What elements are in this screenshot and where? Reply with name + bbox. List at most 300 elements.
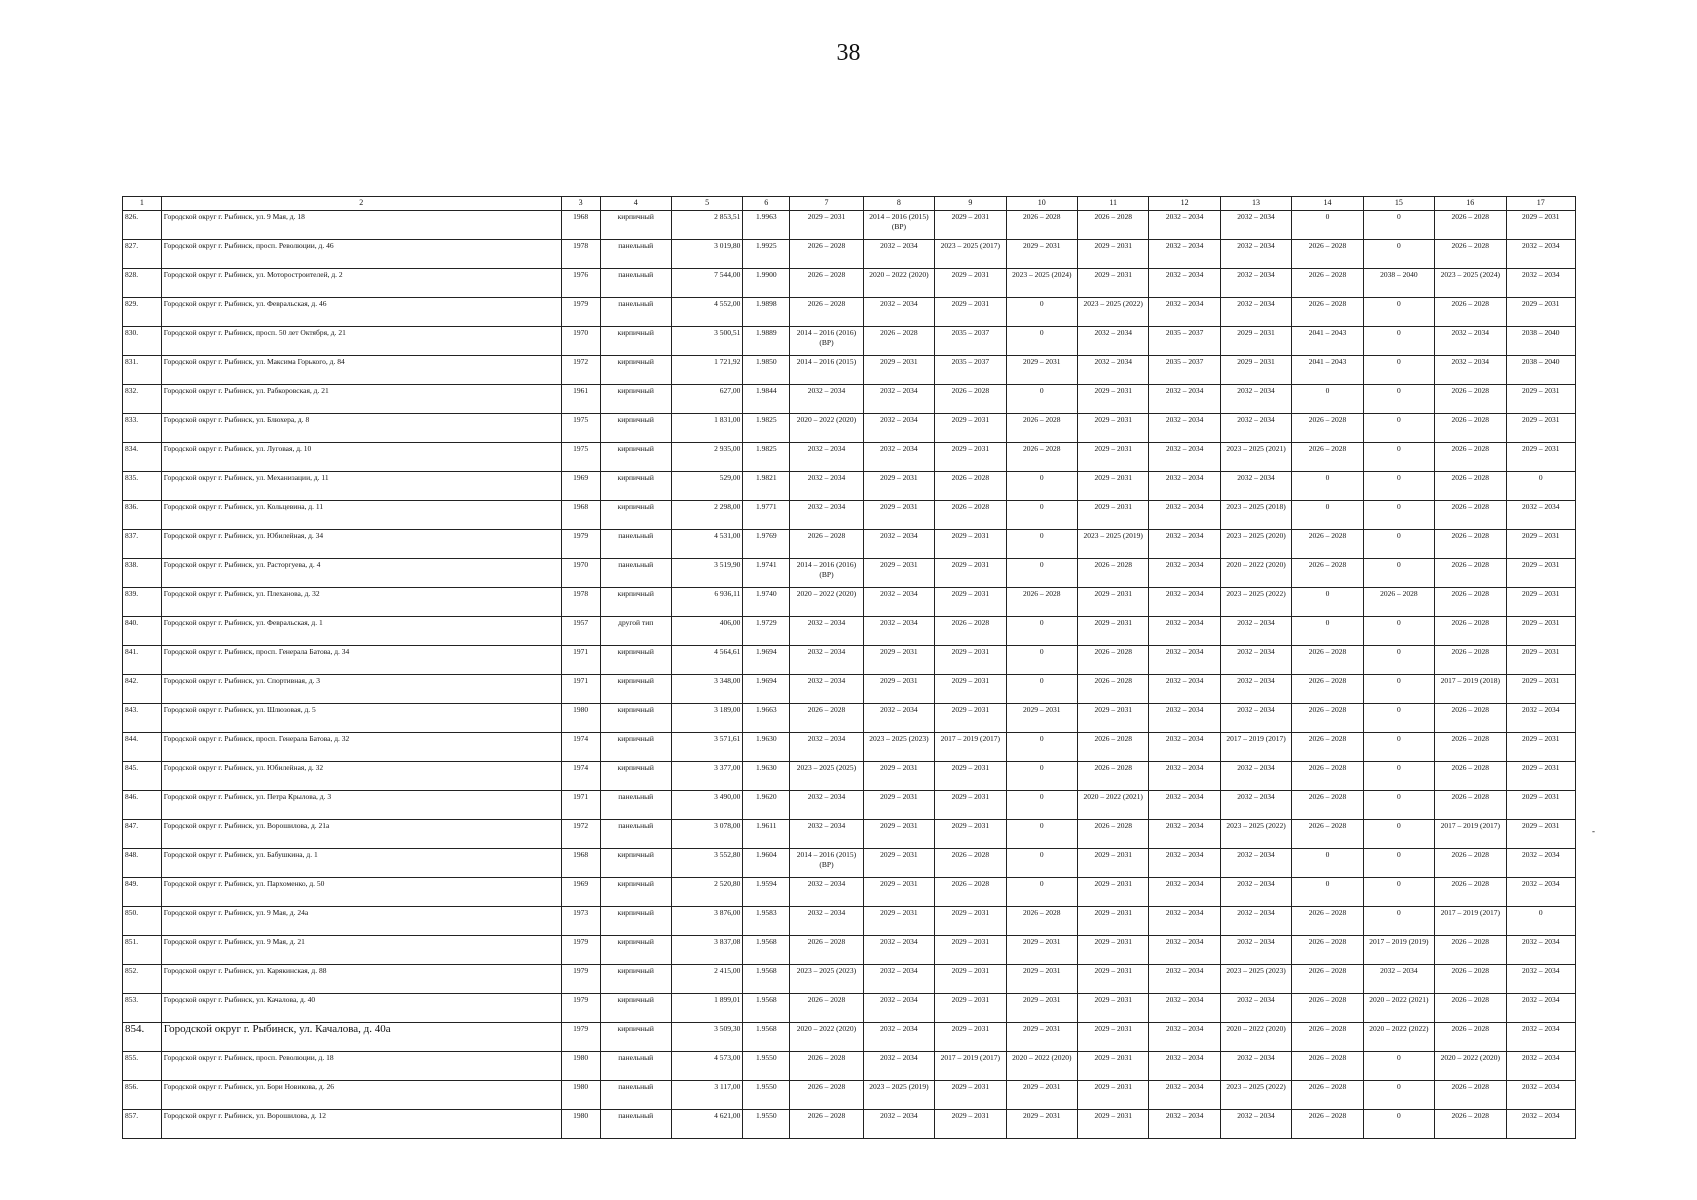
table-cell: Городской округ г. Рыбинск, ул. 9 Мая, д. 21 <box>161 936 561 965</box>
table-cell: 0 <box>1006 327 1077 356</box>
table-cell: 842. <box>123 675 162 704</box>
table-cell: 2029 – 2031 <box>935 588 1006 617</box>
table-cell: 2026 – 2028 <box>1292 994 1363 1023</box>
table-cell: 3 490,00 <box>671 791 742 820</box>
table-cell: 833. <box>123 414 162 443</box>
table-cell: 1972 <box>561 820 600 849</box>
table-cell: кирпичный <box>600 936 671 965</box>
table-cell: Городской округ г. Рыбинск, ул. Моторостроителей, д. 2 <box>161 269 561 298</box>
table-cell: 0 <box>1363 298 1434 327</box>
table-cell: 2029 – 2031 <box>935 994 1006 1023</box>
table-cell: 1979 <box>561 965 600 994</box>
table-cell: 2035 – 2037 <box>1149 356 1220 385</box>
table-cell: 851. <box>123 936 162 965</box>
table-cell: Городской округ г. Рыбинск, ул. Февральская, д. 46 <box>161 298 561 327</box>
table-cell: 0 <box>1006 791 1077 820</box>
table-cell: 843. <box>123 704 162 733</box>
table-cell: Городской округ г. Рыбинск, ул. Рабкоровская, д. 21 <box>161 385 561 414</box>
table-cell: 2026 – 2028 <box>1435 965 1506 994</box>
table-cell: 2029 – 2031 <box>1077 617 1148 646</box>
column-header: 14 <box>1292 197 1363 211</box>
margin-mark: - <box>1592 826 1595 836</box>
table-cell: Городской округ г. Рыбинск, ул. Блюхера, д. 8 <box>161 414 561 443</box>
table-cell: 857. <box>123 1110 162 1139</box>
table-cell: 1979 <box>561 530 600 559</box>
table-cell: 2032 – 2034 <box>790 443 863 472</box>
table-cell: 2032 – 2034 <box>1220 1052 1291 1081</box>
table-cell: 2026 – 2028 <box>790 269 863 298</box>
table-cell: 2023 – 2025 (2022) <box>1220 588 1291 617</box>
table-cell: 1.9550 <box>743 1052 790 1081</box>
table-cell: 0 <box>1006 530 1077 559</box>
table-cell: 2032 – 2034 <box>1149 849 1220 878</box>
table-header-row <box>123 197 1576 211</box>
table-cell: 2026 – 2028 <box>1292 1023 1363 1052</box>
table-cell: 1.9821 <box>743 472 790 501</box>
table-cell: 2032 – 2034 <box>1506 965 1575 994</box>
table-cell: 1.9844 <box>743 385 790 414</box>
table-cell: 2026 – 2028 <box>1435 385 1506 414</box>
table-cell: 2029 – 2031 <box>935 907 1006 936</box>
table-cell: 2032 – 2034 <box>1220 385 1291 414</box>
table-cell: 0 <box>1363 762 1434 791</box>
table-cell: 2032 – 2034 <box>1220 791 1291 820</box>
table-cell: 0 <box>1363 1081 1434 1110</box>
table-cell: 2032 – 2034 <box>1220 472 1291 501</box>
table-cell: 2032 – 2034 <box>1363 965 1434 994</box>
table-cell: 2032 – 2034 <box>1506 849 1575 878</box>
table-row <box>123 1110 1576 1139</box>
table-cell: 1971 <box>561 791 600 820</box>
table-cell: 2029 – 2031 <box>1006 1023 1077 1052</box>
column-header: 8 <box>863 197 934 211</box>
table-cell: 2032 – 2034 <box>1149 646 1220 675</box>
table-cell: 0 <box>1363 240 1434 269</box>
table-cell: 2029 – 2031 <box>935 414 1006 443</box>
table-cell: 0 <box>1292 849 1363 878</box>
table-cell: 1978 <box>561 240 600 269</box>
table-row <box>123 1081 1576 1110</box>
table-cell: 2026 – 2028 <box>1292 1081 1363 1110</box>
table-cell: 845. <box>123 762 162 791</box>
table-cell: 1.9550 <box>743 1081 790 1110</box>
table-cell: 1961 <box>561 385 600 414</box>
table-row <box>123 269 1576 298</box>
table-cell: 2026 – 2028 <box>1435 501 1506 530</box>
table-cell: 0 <box>1006 646 1077 675</box>
table-cell: 853. <box>123 994 162 1023</box>
table-cell: 2029 – 2031 <box>1077 1110 1148 1139</box>
table-cell: 2029 – 2031 <box>863 820 934 849</box>
column-header: 15 <box>1363 197 1434 211</box>
table-cell: 841. <box>123 646 162 675</box>
table-cell: 2026 – 2028 <box>790 704 863 733</box>
table-cell: 2032 – 2034 <box>1220 878 1291 907</box>
table-cell: 2026 – 2028 <box>1006 588 1077 617</box>
table-row <box>123 530 1576 559</box>
table-cell: 2032 – 2034 <box>863 1110 934 1139</box>
table-cell: 1.9604 <box>743 849 790 878</box>
table-row <box>123 820 1576 849</box>
table-cell: 406,00 <box>671 617 742 646</box>
table-row <box>123 559 1576 588</box>
table-cell: 2029 – 2031 <box>935 443 1006 472</box>
table-cell: 2029 – 2031 <box>935 269 1006 298</box>
table-cell: 2032 – 2034 <box>1149 1052 1220 1081</box>
table-cell: кирпичный <box>600 994 671 1023</box>
table-cell: 837. <box>123 530 162 559</box>
table-cell: 1957 <box>561 617 600 646</box>
column-header: 3 <box>561 197 600 211</box>
table-cell: 0 <box>1363 327 1434 356</box>
table-cell: 2014 – 2016 (2015) <box>790 356 863 385</box>
table-cell: 2 298,00 <box>671 501 742 530</box>
table-cell: 2026 – 2028 <box>1292 675 1363 704</box>
table-cell: 1.9568 <box>743 965 790 994</box>
table-cell: 2023 – 2025 (2017) <box>935 240 1006 269</box>
table-cell: 1.9568 <box>743 1023 790 1052</box>
table-cell: 2032 – 2034 <box>1077 327 1148 356</box>
table-cell: кирпичный <box>600 472 671 501</box>
table-cell: 2038 – 2040 <box>1506 356 1575 385</box>
table-cell: 2041 – 2043 <box>1292 327 1363 356</box>
table-cell: 2029 – 2031 <box>1077 878 1148 907</box>
table-cell: 2029 – 2031 <box>1006 994 1077 1023</box>
table-row <box>123 675 1576 704</box>
table-cell: 831. <box>123 356 162 385</box>
table-cell: 2029 – 2031 <box>863 762 934 791</box>
table-cell: 2032 – 2034 <box>1506 269 1575 298</box>
table-cell: 1976 <box>561 269 600 298</box>
table-cell: 2017 – 2019 (2017) <box>935 1052 1006 1081</box>
table-cell: 2032 – 2034 <box>1149 733 1220 762</box>
table-cell: 2032 – 2034 <box>863 965 934 994</box>
table-cell: 2029 – 2031 <box>863 907 934 936</box>
table-cell: 3 117,00 <box>671 1081 742 1110</box>
table-cell: 2029 – 2031 <box>1220 327 1291 356</box>
table-cell: 0 <box>1363 414 1434 443</box>
table-cell: 2032 – 2034 <box>1220 762 1291 791</box>
table-cell: 1 831,00 <box>671 414 742 443</box>
table-cell: 849. <box>123 878 162 907</box>
table-cell: 2032 – 2034 <box>1506 704 1575 733</box>
table-cell: 2032 – 2034 <box>1149 820 1220 849</box>
table-cell: 836. <box>123 501 162 530</box>
table-cell: 1.9729 <box>743 617 790 646</box>
table-cell: 2032 – 2034 <box>790 878 863 907</box>
table-row <box>123 501 1576 530</box>
table-cell: 2023 – 2025 (2022) <box>1220 820 1291 849</box>
table-cell: 2026 – 2028 <box>1435 994 1506 1023</box>
table-cell: 2032 – 2034 <box>790 791 863 820</box>
table-row <box>123 907 1576 936</box>
table-cell: 2029 – 2031 <box>1077 849 1148 878</box>
table-cell: 2029 – 2031 <box>935 530 1006 559</box>
column-header: 17 <box>1506 197 1575 211</box>
table-cell: 2029 – 2031 <box>935 298 1006 327</box>
table-cell: 2032 – 2034 <box>1149 878 1220 907</box>
table-cell: 2032 – 2034 <box>1149 675 1220 704</box>
table-cell: кирпичный <box>600 385 671 414</box>
table-cell: 2032 – 2034 <box>1506 936 1575 965</box>
table-cell: 2029 – 2031 <box>1506 443 1575 472</box>
table-cell: 1 721,92 <box>671 356 742 385</box>
table-cell: 1974 <box>561 762 600 791</box>
table-cell: 828. <box>123 269 162 298</box>
table-cell: 2014 – 2016 (2015) (ВР) <box>790 849 863 878</box>
table-cell: 0 <box>1292 385 1363 414</box>
table-cell: 2026 – 2028 <box>1435 1081 1506 1110</box>
table-cell: панельный <box>600 559 671 588</box>
table-cell: 2020 – 2022 (2020) <box>863 269 934 298</box>
table-cell: 2026 – 2028 <box>1292 646 1363 675</box>
table-cell: 2026 – 2028 <box>790 936 863 965</box>
table-cell: 2029 – 2031 <box>1506 675 1575 704</box>
table-cell: 1980 <box>561 1110 600 1139</box>
table-cell: 2032 – 2034 <box>1149 211 1220 240</box>
table-cell: 2032 – 2034 <box>1149 907 1220 936</box>
table-cell: 2032 – 2034 <box>790 501 863 530</box>
table-row <box>123 762 1576 791</box>
table-cell: Городской округ г. Рыбинск, ул. Ворошилова, д. 12 <box>161 1110 561 1139</box>
table-cell: 0 <box>1006 559 1077 588</box>
table-cell: 2032 – 2034 <box>1149 762 1220 791</box>
table-cell: 6 936,11 <box>671 588 742 617</box>
table-cell: кирпичный <box>600 588 671 617</box>
table-cell: 2023 – 2025 (2023) <box>790 965 863 994</box>
table-cell: 0 <box>1363 878 1434 907</box>
table-cell: 1973 <box>561 907 600 936</box>
table-cell: 2026 – 2028 <box>935 385 1006 414</box>
table-cell: 854. <box>123 1023 162 1052</box>
table-cell: 1.9825 <box>743 414 790 443</box>
table-cell: 2029 – 2031 <box>1506 646 1575 675</box>
table-cell: 2032 – 2034 <box>1149 269 1220 298</box>
table-cell: 2026 – 2028 <box>790 530 863 559</box>
table-cell: 1979 <box>561 298 600 327</box>
table-cell: 2020 – 2022 (2020) <box>1220 1023 1291 1052</box>
column-header: 13 <box>1220 197 1291 211</box>
table-cell: 1 899,01 <box>671 994 742 1023</box>
column-header: 10 <box>1006 197 1077 211</box>
table-cell: 2029 – 2031 <box>1506 385 1575 414</box>
table-cell: 2023 – 2025 (2023) <box>1220 965 1291 994</box>
table-cell: 2026 – 2028 <box>1435 530 1506 559</box>
table-cell: 1980 <box>561 1081 600 1110</box>
table-cell: Городской округ г. Рыбинск, ул. Юбилейная, д. 32 <box>161 762 561 791</box>
table-cell: 2026 – 2028 <box>1292 559 1363 588</box>
table-cell: 1.9740 <box>743 588 790 617</box>
table-cell: 2026 – 2028 <box>1435 791 1506 820</box>
table-cell: 0 <box>1363 530 1434 559</box>
table-cell: 2026 – 2028 <box>935 501 1006 530</box>
table-cell: 3 552,80 <box>671 849 742 878</box>
table-cell: 848. <box>123 849 162 878</box>
table-cell: Городской округ г. Рыбинск, ул. Кольцевина, д. 11 <box>161 501 561 530</box>
table-cell: 850. <box>123 907 162 936</box>
table-cell: панельный <box>600 1052 671 1081</box>
table-cell: 2026 – 2028 <box>1077 762 1148 791</box>
table-cell: 1.9568 <box>743 994 790 1023</box>
table-cell: 2017 – 2019 (2017) <box>1435 907 1506 936</box>
table-cell: 2026 – 2028 <box>1435 936 1506 965</box>
table-cell: 1970 <box>561 559 600 588</box>
table-cell: 0 <box>1292 501 1363 530</box>
table-row <box>123 298 1576 327</box>
table-cell: 2032 – 2034 <box>1506 240 1575 269</box>
table-cell: 2029 – 2031 <box>1077 501 1148 530</box>
table-cell: 0 <box>1292 617 1363 646</box>
table-cell: 2029 – 2031 <box>1506 820 1575 849</box>
table-cell: 1.9694 <box>743 675 790 704</box>
table-cell: 840. <box>123 617 162 646</box>
table-cell: 2023 – 2025 (2025) <box>790 762 863 791</box>
table-cell: 0 <box>1006 733 1077 762</box>
table-cell: 2026 – 2028 <box>790 1110 863 1139</box>
table-cell: 0 <box>1363 472 1434 501</box>
table-cell: 2029 – 2031 <box>1077 385 1148 414</box>
table-cell: 7 544,00 <box>671 269 742 298</box>
table-cell: 2029 – 2031 <box>935 559 1006 588</box>
table-row <box>123 211 1576 240</box>
table-cell: 0 <box>1363 675 1434 704</box>
table-cell: 2029 – 2031 <box>1006 240 1077 269</box>
table-cell: 2026 – 2028 <box>1435 1110 1506 1139</box>
table-cell: 2032 – 2034 <box>1220 675 1291 704</box>
table-row <box>123 878 1576 907</box>
table-cell: 0 <box>1363 646 1434 675</box>
table-cell: 2029 – 2031 <box>1506 298 1575 327</box>
table-row <box>123 414 1576 443</box>
table-cell: Городской округ г. Рыбинск, ул. Качалова, д. 40 <box>161 994 561 1023</box>
table-cell: 2029 – 2031 <box>1006 1081 1077 1110</box>
table-cell: 1968 <box>561 211 600 240</box>
table-cell: Городской округ г. Рыбинск, ул. Юбилейная, д. 34 <box>161 530 561 559</box>
table-cell: 2032 – 2034 <box>863 588 934 617</box>
table-cell: 2029 – 2031 <box>1506 733 1575 762</box>
table-cell: 2023 – 2025 (2022) <box>1220 1081 1291 1110</box>
table-cell: 1.9583 <box>743 907 790 936</box>
table-cell: 3 189,00 <box>671 704 742 733</box>
table-cell: другой тип <box>600 617 671 646</box>
table-cell: 0 <box>1363 1052 1434 1081</box>
table-cell: 2029 – 2031 <box>1506 530 1575 559</box>
table-cell: 2032 – 2034 <box>1149 1081 1220 1110</box>
table-cell: 0 <box>1363 733 1434 762</box>
table-cell: Городской округ г. Рыбинск, ул. Карякинская, д. 88 <box>161 965 561 994</box>
table-cell: 2 935,00 <box>671 443 742 472</box>
table-cell: 2026 – 2028 <box>790 240 863 269</box>
table-cell: 2032 – 2034 <box>1149 530 1220 559</box>
table-cell: 2032 – 2034 <box>1506 878 1575 907</box>
table-cell: 2026 – 2028 <box>1292 791 1363 820</box>
table-cell: 2026 – 2028 <box>1435 443 1506 472</box>
table-cell: 2026 – 2028 <box>1435 211 1506 240</box>
table-cell: 529,00 <box>671 472 742 501</box>
table-cell: 2032 – 2034 <box>1506 1052 1575 1081</box>
table-cell: 2032 – 2034 <box>863 617 934 646</box>
table-cell: 2032 – 2034 <box>1149 501 1220 530</box>
table-row <box>123 936 1576 965</box>
table-cell: 2020 – 2022 (2022) <box>1363 1023 1434 1052</box>
table-cell: 0 <box>1363 443 1434 472</box>
table-row <box>123 1052 1576 1081</box>
table-cell: 2029 – 2031 <box>1077 994 1148 1023</box>
table-row <box>123 327 1576 356</box>
table-cell: 856. <box>123 1081 162 1110</box>
table-cell: 2026 – 2028 <box>790 994 863 1023</box>
table-cell: 0 <box>1363 559 1434 588</box>
table-cell: 4 573,00 <box>671 1052 742 1081</box>
table-cell: кирпичный <box>600 878 671 907</box>
table-cell: 1979 <box>561 936 600 965</box>
table-cell: кирпичный <box>600 501 671 530</box>
table-cell: 1980 <box>561 704 600 733</box>
table-cell: 2026 – 2028 <box>1292 1110 1363 1139</box>
table-cell: 0 <box>1006 849 1077 878</box>
table-cell: 2017 – 2019 (2017) <box>1220 733 1291 762</box>
table-cell: Городской округ г. Рыбинск, ул. Февральская, д. 1 <box>161 617 561 646</box>
table-cell: 2029 – 2031 <box>1077 269 1148 298</box>
table-cell: кирпичный <box>600 327 671 356</box>
table-cell: 3 837,08 <box>671 936 742 965</box>
table-cell: 2032 – 2034 <box>1149 472 1220 501</box>
table-cell: панельный <box>600 820 671 849</box>
table-cell: 0 <box>1506 472 1575 501</box>
table-cell: 2026 – 2028 <box>1077 646 1148 675</box>
table-cell: 2029 – 2031 <box>1077 1052 1148 1081</box>
table-cell: Городской округ г. Рыбинск, просп. Революции, д. 46 <box>161 240 561 269</box>
table-cell: 2014 – 2016 (2016) (ВР) <box>790 559 863 588</box>
table-cell: 2032 – 2034 <box>790 733 863 762</box>
table-cell: 0 <box>1292 878 1363 907</box>
table-cell: 1975 <box>561 414 600 443</box>
table-cell: 2029 – 2031 <box>935 646 1006 675</box>
table-cell: 2032 – 2034 <box>790 820 863 849</box>
table-cell: 2032 – 2034 <box>1149 559 1220 588</box>
table-cell: 1970 <box>561 327 600 356</box>
table-cell: 2026 – 2028 <box>1292 240 1363 269</box>
table-cell: 2032 – 2034 <box>1435 327 1506 356</box>
table-cell: 2026 – 2028 <box>1363 588 1434 617</box>
table-cell: 0 <box>1363 791 1434 820</box>
table-cell: 2032 – 2034 <box>790 646 863 675</box>
table-cell: 826. <box>123 211 162 240</box>
table-cell: 2032 – 2034 <box>1220 211 1291 240</box>
table-cell: 2029 – 2031 <box>863 559 934 588</box>
table-cell: 2020 – 2022 (2021) <box>1077 791 1148 820</box>
table-cell: 2032 – 2034 <box>1149 791 1220 820</box>
table-cell: 1971 <box>561 675 600 704</box>
table-cell: 2029 – 2031 <box>1506 791 1575 820</box>
column-header: 7 <box>790 197 863 211</box>
table-cell: 2029 – 2031 <box>1077 907 1148 936</box>
table-cell: 4 564,61 <box>671 646 742 675</box>
table-cell: 1.9769 <box>743 530 790 559</box>
table-cell: 2032 – 2034 <box>1220 704 1291 733</box>
table-cell: 2026 – 2028 <box>935 472 1006 501</box>
table-cell: 0 <box>1363 849 1434 878</box>
table-cell: 2032 – 2034 <box>1149 965 1220 994</box>
table-cell: 1.9898 <box>743 298 790 327</box>
table-cell: панельный <box>600 791 671 820</box>
table-cell: 2026 – 2028 <box>1292 762 1363 791</box>
table-cell: Городской округ г. Рыбинск, просп. 50 лет Октября, д. 21 <box>161 327 561 356</box>
table-cell: 2029 – 2031 <box>863 646 934 675</box>
table-cell: 2029 – 2031 <box>1506 211 1575 240</box>
table-cell: 3 078,00 <box>671 820 742 849</box>
table-cell: 2032 – 2034 <box>863 1052 934 1081</box>
